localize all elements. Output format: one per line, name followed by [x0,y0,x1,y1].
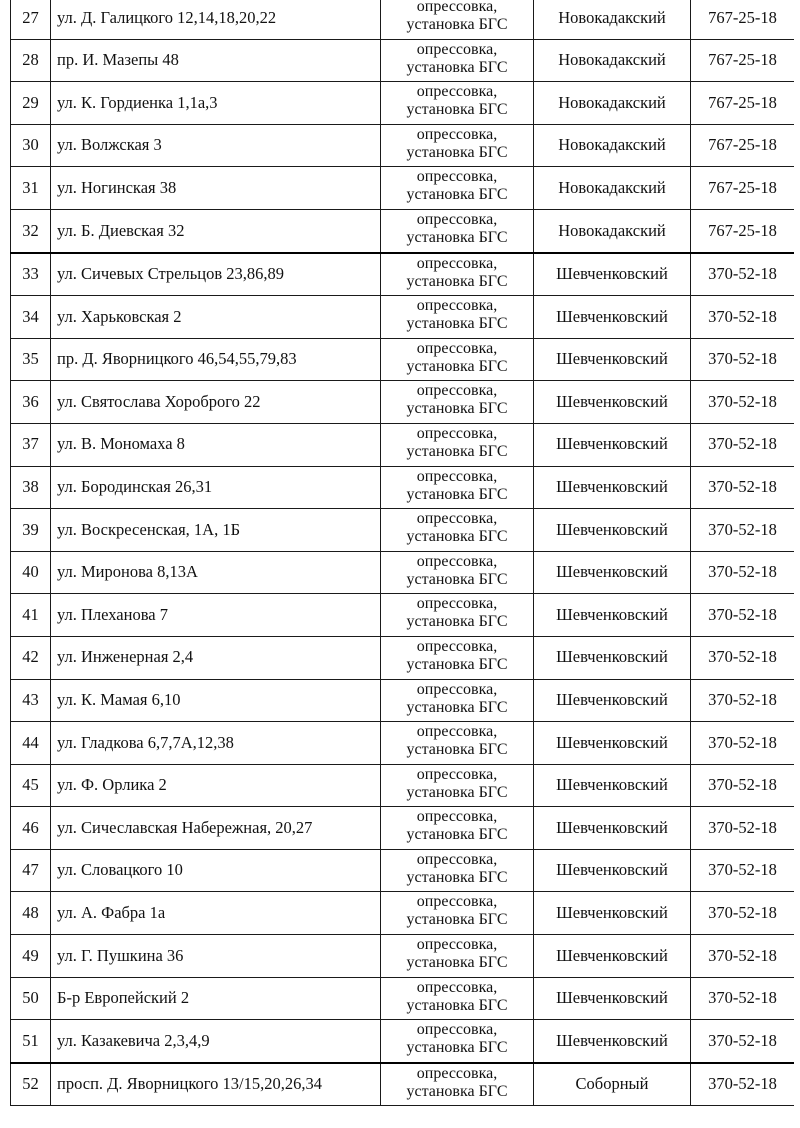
phone-cell: 370-52-18 [691,1020,795,1063]
table-row [11,509,795,552]
address-cell: ул. Бородинская 26,31 [51,466,381,509]
work-type-line-1: опрессовка, [416,680,498,698]
row-number: 43 [11,679,51,722]
district-cell: Шевченковский [534,551,691,594]
work-type-cell [381,466,534,509]
address-cell: ул. В. Мономаха 8 [51,423,381,466]
phone-cell: 370-52-18 [691,296,795,339]
district-cell: Шевченковский [534,636,691,679]
district-cell: Шевченковский [534,381,691,424]
work-type-cell [381,1020,534,1063]
work-type-cell [381,764,534,807]
phone-cell: 767-25-18 [691,124,795,167]
table-row [11,0,795,39]
work-type-cell [381,381,534,424]
district-cell: Шевченковский [534,1020,691,1063]
row-number: 49 [11,935,51,978]
table-row [11,1063,795,1106]
row-number: 42 [11,636,51,679]
table-row [11,338,795,381]
district-cell: Шевченковский [534,764,691,807]
address-cell: ул. К. Мамая 6,10 [51,679,381,722]
table-body [11,0,795,1106]
work-type-line-1: опрессовка, [416,510,498,528]
work-type-line-2: установка БГС [406,272,508,290]
work-type-cell [381,892,534,935]
work-type-line-1: опрессовка, [416,0,498,15]
phone-cell: 370-52-18 [691,977,795,1020]
district-cell: Шевченковский [534,509,691,552]
phone-cell: 767-25-18 [691,0,795,39]
work-type-line-1: опрессовка, [416,297,498,315]
work-type-line-2: установка БГС [406,613,508,631]
address-cell: ул. Ф. Орлика 2 [51,764,381,807]
phone-cell: 370-52-18 [691,849,795,892]
work-type-line-1: опрессовка, [416,382,498,400]
work-type-line-1: опрессовка, [416,1021,498,1039]
work-type-line-1: опрессовка, [416,723,498,741]
address-cell: ул. Сичеславская Набережная, 20,27 [51,807,381,850]
work-type-line-2: установка БГС [406,1082,508,1100]
phone-cell: 370-52-18 [691,338,795,381]
work-type-line-1: опрессовка, [416,850,498,868]
work-type-line-1: опрессовка, [416,168,498,186]
district-cell: Шевченковский [534,679,691,722]
work-type-line-2: установка БГС [406,528,508,546]
work-type-line-2: установка БГС [406,911,508,929]
work-type-cell [381,1063,534,1106]
table-row [11,39,795,82]
district-cell: Шевченковский [534,423,691,466]
phone-cell: 767-25-18 [691,167,795,210]
table-row [11,296,795,339]
table-row [11,124,795,167]
work-type-line-2: установка БГС [406,485,508,503]
work-type-line-2: установка БГС [406,58,508,76]
work-type-line-2: установка БГС [406,1039,508,1057]
phone-cell: 370-52-18 [691,679,795,722]
phone-cell: 370-52-18 [691,636,795,679]
works-table [10,0,794,1106]
row-number: 33 [11,253,51,296]
work-type-cell [381,167,534,210]
work-type-line-2: установка БГС [406,698,508,716]
work-type-cell [381,679,534,722]
table-row [11,764,795,807]
work-type-line-2: установка БГС [406,655,508,673]
address-cell: ул. Ногинская 38 [51,167,381,210]
district-cell: Новокадакский [534,209,691,252]
work-type-line-2: установка БГС [406,357,508,375]
district-cell: Новокадакский [534,82,691,125]
row-number: 46 [11,807,51,850]
district-cell: Шевченковский [534,807,691,850]
row-number: 30 [11,124,51,167]
table-row [11,253,795,296]
work-type-line-2: установка БГС [406,826,508,844]
table-row [11,167,795,210]
address-cell: ул. Сичевых Стрельцов 23,86,89 [51,253,381,296]
address-cell: пр. Д. Яворницкого 46,54,55,79,83 [51,338,381,381]
work-type-cell [381,636,534,679]
work-type-line-2: установка БГС [406,996,508,1014]
phone-cell: 370-52-18 [691,594,795,637]
work-type-line-1: опрессовка, [416,339,498,357]
table-row [11,892,795,935]
document-page [10,0,794,1116]
work-type-line-2: установка БГС [406,16,508,33]
district-cell: Шевченковский [534,253,691,296]
work-type-line-1: опрессовка, [416,125,498,143]
work-type-line-2: установка БГС [406,442,508,460]
row-number: 41 [11,594,51,637]
table-row [11,849,795,892]
table-row [11,935,795,978]
row-number: 38 [11,466,51,509]
work-type-cell [381,594,534,637]
work-type-line-1: опрессовка, [416,1064,498,1082]
phone-cell: 370-52-18 [691,509,795,552]
work-type-cell [381,509,534,552]
work-type-line-1: опрессовка, [416,210,498,228]
work-type-line-1: опрессовка, [416,978,498,996]
phone-cell: 767-25-18 [691,39,795,82]
work-type-line-2: установка БГС [406,315,508,333]
work-type-line-1: опрессовка, [416,40,498,58]
district-cell: Новокадакский [534,124,691,167]
phone-cell: 370-52-18 [691,1063,795,1106]
work-type-line-1: опрессовка, [416,765,498,783]
table-row [11,551,795,594]
row-number: 32 [11,209,51,252]
address-cell: пр. И. Мазепы 48 [51,39,381,82]
address-cell: ул. Воскресенская, 1А, 1Б [51,509,381,552]
work-type-line-2: установка БГС [406,143,508,161]
row-number: 34 [11,296,51,339]
work-type-line-2: установка БГС [406,400,508,418]
table-row [11,679,795,722]
row-number: 40 [11,551,51,594]
work-type-cell [381,935,534,978]
work-type-line-1: опрессовка, [416,936,498,954]
work-type-line-1: опрессовка, [416,637,498,655]
row-number: 28 [11,39,51,82]
phone-cell: 370-52-18 [691,551,795,594]
phone-cell: 370-52-18 [691,423,795,466]
address-cell: ул. К. Гордиенка 1,1а,3 [51,82,381,125]
work-type-line-2: установка БГС [406,101,508,119]
row-number: 52 [11,1063,51,1106]
address-cell: ул. Г. Пушкина 36 [51,935,381,978]
work-type-line-2: установка БГС [406,868,508,886]
district-cell: Новокадакский [534,39,691,82]
table-row [11,977,795,1020]
address-cell: ул. Миронова 8,13А [51,551,381,594]
table-row [11,209,795,252]
district-cell: Шевченковский [534,977,691,1020]
table-row [11,594,795,637]
phone-cell: 370-52-18 [691,253,795,296]
row-number: 35 [11,338,51,381]
work-type-line-2: установка БГС [406,570,508,588]
address-cell: Б-р Европейский 2 [51,977,381,1020]
work-type-line-1: опрессовка, [416,552,498,570]
work-type-line-1: опрессовка, [416,467,498,485]
table-row [11,722,795,765]
row-number: 51 [11,1020,51,1063]
work-type-cell [381,722,534,765]
row-number: 37 [11,423,51,466]
work-type-cell [381,39,534,82]
district-cell: Новокадакский [534,0,691,39]
work-type-cell [381,807,534,850]
table-row [11,423,795,466]
phone-cell: 370-52-18 [691,466,795,509]
address-cell: ул. Д. Галицкого 12,14,18,20,22 [51,0,381,39]
district-cell: Шевченковский [534,466,691,509]
phone-cell: 370-52-18 [691,764,795,807]
phone-cell: 767-25-18 [691,209,795,252]
address-cell: ул. Волжская 3 [51,124,381,167]
address-cell: просп. Д. Яворницкого 13/15,20,26,34 [51,1063,381,1106]
address-cell: ул. Харьковская 2 [51,296,381,339]
phone-cell: 370-52-18 [691,807,795,850]
work-type-line-2: установка БГС [406,783,508,801]
address-cell: ул. Инженерная 2,4 [51,636,381,679]
table-row [11,466,795,509]
work-type-line-2: установка БГС [406,186,508,204]
work-type-cell [381,296,534,339]
work-type-cell [381,253,534,296]
work-type-cell [381,551,534,594]
district-cell: Шевченковский [534,935,691,978]
table-row [11,381,795,424]
work-type-cell [381,423,534,466]
address-cell: ул. Плеханова 7 [51,594,381,637]
row-number: 27 [11,0,51,39]
work-type-cell [381,124,534,167]
phone-cell: 370-52-18 [691,935,795,978]
work-type-line-1: опрессовка, [416,83,498,101]
district-cell: Шевченковский [534,722,691,765]
district-cell: Шевченковский [534,594,691,637]
address-cell: ул. Словацкого 10 [51,849,381,892]
work-type-line-2: установка БГС [406,228,508,246]
district-cell: Шевченковский [534,849,691,892]
row-number: 50 [11,977,51,1020]
work-type-cell [381,977,534,1020]
row-number: 48 [11,892,51,935]
row-number: 39 [11,509,51,552]
work-type-line-1: опрессовка, [416,254,498,272]
work-type-cell [381,0,534,39]
address-cell: ул. А. Фабра 1а [51,892,381,935]
district-cell: Шевченковский [534,892,691,935]
district-cell: Шевченковский [534,296,691,339]
row-number: 47 [11,849,51,892]
row-number: 44 [11,722,51,765]
district-cell: Новокадакский [534,167,691,210]
work-type-line-1: опрессовка, [416,893,498,911]
district-cell: Шевченковский [534,338,691,381]
work-type-line-1: опрессовка, [416,424,498,442]
address-cell: ул. Б. Диевская 32 [51,209,381,252]
work-type-cell [381,338,534,381]
work-type-cell [381,849,534,892]
address-cell: ул. Гладкова 6,7,7А,12,38 [51,722,381,765]
phone-cell: 370-52-18 [691,722,795,765]
table-row [11,636,795,679]
phone-cell: 370-52-18 [691,381,795,424]
phone-cell: 767-25-18 [691,82,795,125]
row-number: 36 [11,381,51,424]
phone-cell: 370-52-18 [691,892,795,935]
row-number: 45 [11,764,51,807]
table-row [11,1020,795,1063]
work-type-line-1: опрессовка, [416,808,498,826]
work-type-line-2: установка БГС [406,954,508,972]
district-cell: Соборный [534,1063,691,1106]
work-type-cell [381,82,534,125]
row-number: 29 [11,82,51,125]
row-number: 31 [11,167,51,210]
table-row [11,807,795,850]
address-cell: ул. Святослава Хороброго 22 [51,381,381,424]
work-type-cell [381,209,534,252]
address-cell: ул. Казакевича 2,3,4,9 [51,1020,381,1063]
table-row [11,82,795,125]
work-type-line-2: установка БГС [406,741,508,759]
work-type-line-1: опрессовка, [416,595,498,613]
